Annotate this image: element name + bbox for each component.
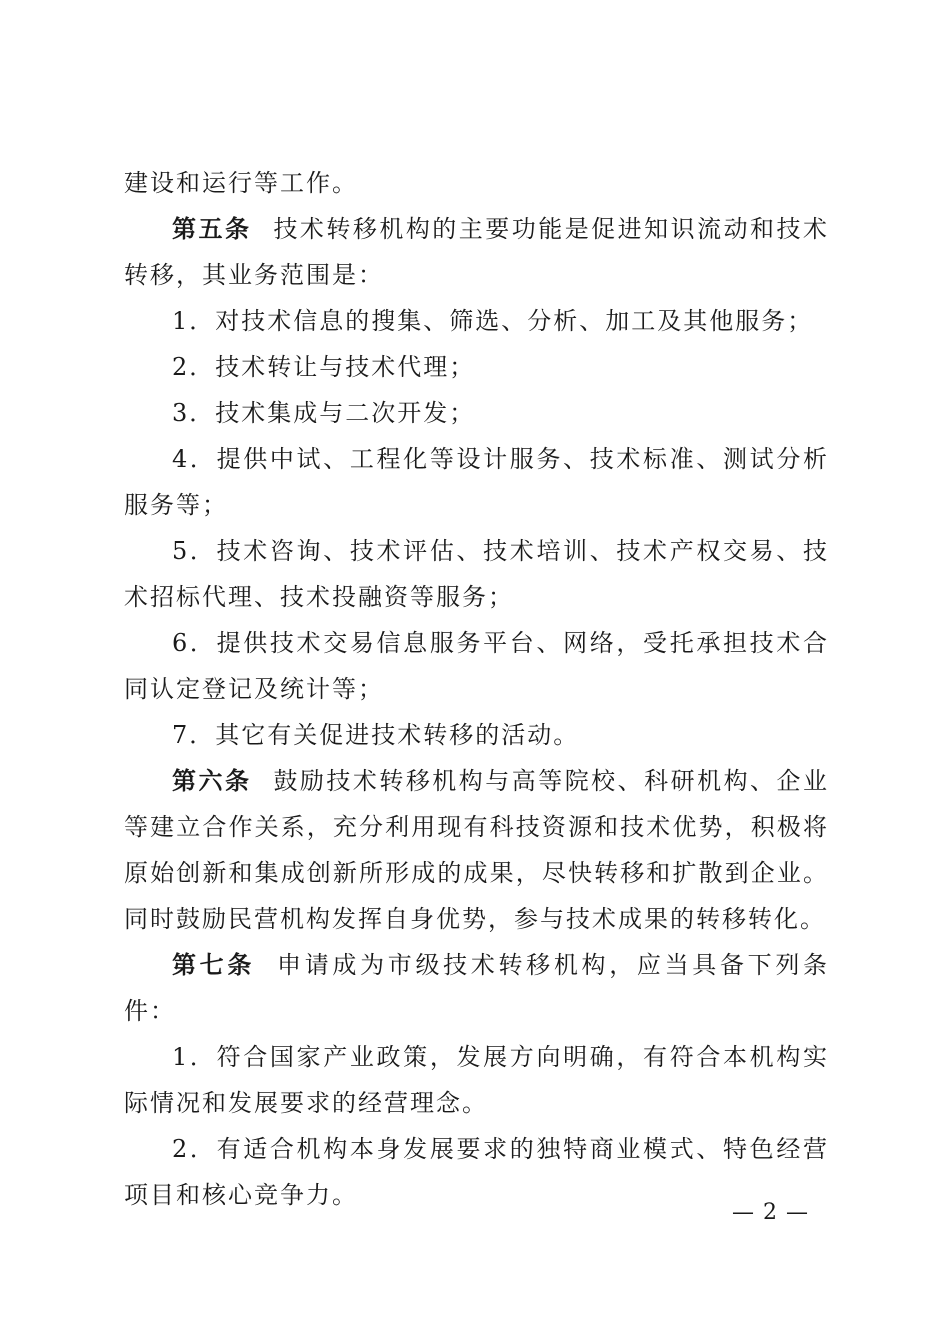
article-5-item: 2．技术转让与技术代理； bbox=[172, 353, 476, 381]
article-6-heading: 第六条 bbox=[172, 766, 252, 795]
article-5-item: 4．提供中试、工程化等设计服务、技术标准、测试分析服务等； bbox=[124, 445, 829, 519]
document-body bbox=[124, 160, 829, 1218]
article-6-text: 鼓励技术转移机构与高等院校、科研机构、企业等建立合作关系，充分利用现有科技资源和技术优势，积极将原始创新和集成创新所形成的成果，尽快转移和扩散到企业。同时鼓励民营机构发挥自身优势，参与技术成果的转移转化。 bbox=[124, 767, 830, 933]
article-5-item: 5．技术咨询、技术评估、技术培训、技术产权交易、技术招标代理、技术投融资等服务； bbox=[124, 537, 829, 611]
article-6 bbox=[124, 758, 829, 942]
article-5-item: 7．其它有关促进技术转移的活动。 bbox=[172, 721, 580, 749]
article-7 bbox=[124, 942, 829, 1034]
article-5-heading: 第五条 bbox=[172, 214, 252, 243]
article-5-text: 技术转移机构的主要功能是促进知识流动和技术转移，其业务范围是： bbox=[124, 215, 830, 289]
article-5-item: 1．对技术信息的搜集、筛选、分析、加工及其他服务； bbox=[172, 307, 814, 335]
paragraph-continuation: 建设和运行等工作。 bbox=[124, 169, 358, 197]
page-number: — 2 — bbox=[732, 1200, 809, 1225]
article-7-item: 1．符合国家产业政策，发展方向明确，有符合本机构实际情况和发展要求的经营理念。 bbox=[124, 1043, 829, 1117]
article-5-item: 6．提供技术交易信息服务平台、网络，受托承担技术合同认定登记及统计等； bbox=[124, 629, 829, 703]
article-5-item: 3．技术集成与二次开发； bbox=[172, 399, 476, 427]
article-7-text: 申请成为市级技术转移机构，应当具备下列条件： bbox=[124, 951, 829, 1025]
article-7-heading: 第七条 bbox=[172, 950, 256, 979]
article-5 bbox=[124, 206, 829, 298]
article-7-item: 2．有适合机构本身发展要求的独特商业模式、特色经营项目和核心竞争力。 bbox=[124, 1135, 829, 1209]
